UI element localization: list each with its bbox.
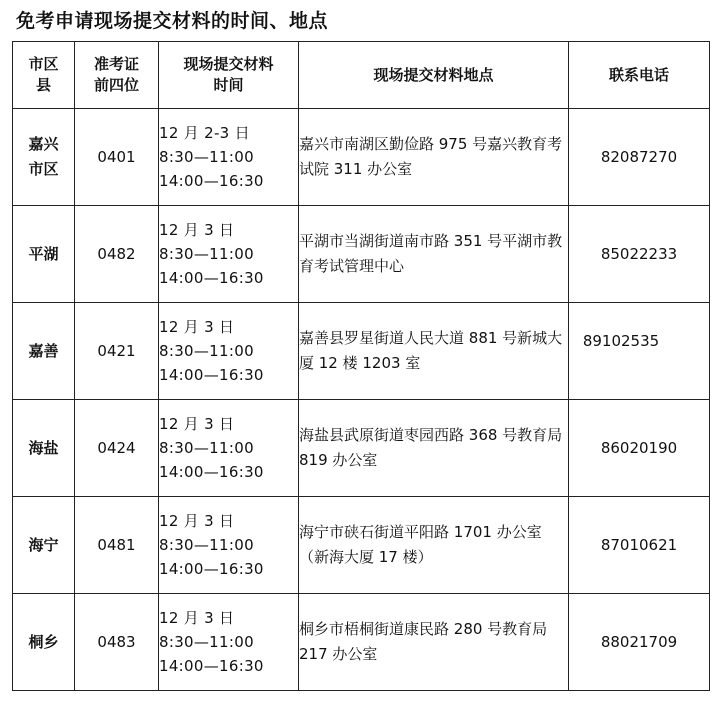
time-cell [159,206,299,303]
district-cell: 海盐 [13,400,75,497]
header-district [13,42,75,109]
code-cell: 0482 [75,206,159,303]
time-date: 12 月 2-3 日 [159,124,250,142]
time-cell [159,303,299,400]
header-code-line: 前四位 [93,76,139,94]
phone-cell: 86020190 [569,400,710,497]
table-row [13,400,710,497]
phone-cell: 85022233 [569,206,710,303]
phone-cell [569,303,710,400]
address-cell: 海盐县武原街道枣园西路 368 号教育局 819 办公室 [299,400,569,497]
time-morning: 8:30—11:00 [159,439,254,457]
district-cell: 嘉善 [13,303,75,400]
time-morning: 8:30—11:00 [159,148,254,166]
address-cell: 嘉兴市南湖区勤俭路 975 号嘉兴教育考试院 311 办公室 [299,109,569,206]
district-cell: 桐乡 [13,594,75,691]
code-cell: 0481 [75,497,159,594]
code-cell: 0483 [75,594,159,691]
code-cell: 0401 [75,109,159,206]
document-title: 免考申请现场提交材料的时间、地点 [16,10,329,32]
header-phone: 联系电话 [569,42,710,109]
time-date: 12 月 3 日 [159,318,235,336]
time-afternoon: 14:00—16:30 [159,269,264,287]
phone-cell: 82087270 [569,109,710,206]
time-date: 12 月 3 日 [159,609,235,627]
time-morning: 8:30—11:00 [159,342,254,360]
phone-cell: 87010621 [569,497,710,594]
time-afternoon: 14:00—16:30 [159,657,264,675]
time-morning: 8:30—11:00 [159,245,254,263]
address-cell: 桐乡市梧桐街道康民路 280 号教育局 217 办公室 [299,594,569,691]
header-district-line: 县 [35,76,51,94]
district-cell [13,109,75,206]
table-row [13,303,710,400]
header-time-line: 时间 [213,76,244,94]
time-afternoon: 14:00—16:30 [159,463,264,481]
code-cell: 0424 [75,400,159,497]
time-date: 12 月 3 日 [159,221,235,239]
time-afternoon: 14:00—16:30 [159,560,264,578]
time-cell [159,400,299,497]
time-date: 12 月 3 日 [159,415,235,433]
time-morning: 8:30—11:00 [159,536,254,554]
table-row [13,594,710,691]
address-cell: 平湖市当湖街道南市路 351 号平湖市教育考试管理中心 [299,206,569,303]
district-cell: 海宁 [13,497,75,594]
time-morning: 8:30—11:00 [159,633,254,651]
time-afternoon: 14:00—16:30 [159,366,264,384]
address-cell: 嘉善县罗星街道人民大道 881 号新城大厦 12 楼 1203 室 [299,303,569,400]
address-cell: 海宁市硖石街道平阳路 1701 办公室（新海大厦 17 楼） [299,497,569,594]
phone-cell: 88021709 [569,594,710,691]
header-district-line: 市区 [28,55,59,73]
district-line: 市区 [28,160,59,178]
table-row [13,206,710,303]
time-date: 12 月 3 日 [159,512,235,530]
table-row [13,109,710,206]
district-cell: 平湖 [13,206,75,303]
header-time-line: 现场提交材料 [183,55,274,73]
time-cell [159,109,299,206]
table-row [13,497,710,594]
time-cell [159,497,299,594]
header-address: 现场提交材料地点 [299,42,569,109]
header-code-line: 准考证 [93,55,139,73]
district-line: 嘉兴 [28,135,59,153]
table-header-row [13,42,710,109]
time-afternoon: 14:00—16:30 [159,172,264,190]
phone-number: 89102535 [582,332,660,350]
submission-schedule-table [12,41,710,691]
header-code [75,42,159,109]
header-time [159,42,299,109]
time-cell [159,594,299,691]
code-cell: 0421 [75,303,159,400]
